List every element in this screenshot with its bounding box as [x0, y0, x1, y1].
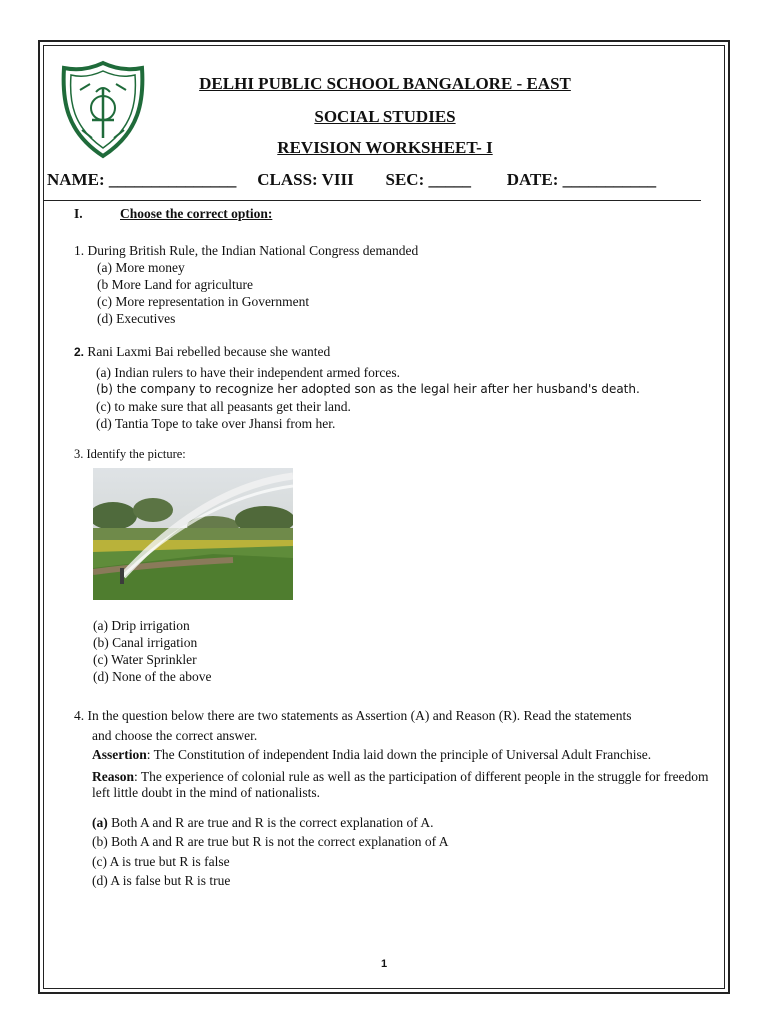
option: (c) More representation in Government	[97, 294, 310, 309]
question-4	[74, 706, 718, 891]
question-text: 1. During British Rule, the Indian National Congress demanded	[74, 243, 419, 258]
date-field: DATE: ___________	[506, 170, 657, 189]
option: (a) Drip irrigation	[93, 618, 190, 633]
section-number: I.	[74, 206, 83, 221]
question-text-line2: and choose the correct answer.	[92, 727, 258, 743]
option-a-prefix: (a)	[92, 814, 108, 830]
assertion-label: Assertion	[92, 747, 147, 762]
option: (d) Executives	[97, 311, 176, 326]
reason	[74, 769, 718, 801]
question-text-line1: 4. In the question below there are two statements as Assertion (A) and Reason (R). Read the statements	[74, 708, 632, 723]
question-2	[74, 343, 640, 432]
option	[74, 813, 718, 833]
option: (b) the company to recognize her adopted son as the legal heir after her husband's death.	[96, 382, 640, 396]
option: (b) Canal irrigation	[93, 635, 198, 650]
option: (a) Indian rulers to have their independent armed forces.	[96, 365, 400, 380]
option: (d) None of the above	[93, 669, 212, 684]
sec-field: SEC: _____	[385, 170, 471, 189]
school-logo	[60, 60, 146, 160]
reason-label: Reason	[92, 768, 135, 784]
class-field: CLASS: VIII	[257, 170, 354, 189]
question-3-text: 3. Identify the picture:	[74, 447, 186, 461]
question-number: 2.	[74, 345, 85, 359]
option: (b) Both A and R are true but R is not the correct explanation of A	[92, 834, 449, 849]
subject-title: SOCIAL STUDIES	[314, 107, 456, 126]
page-number: 1	[380, 958, 388, 970]
option: (c) to make sure that all peasants get their land.	[96, 399, 351, 414]
section-heading	[74, 206, 272, 222]
worksheet-title: REVISION WORKSHEET- I	[277, 138, 493, 157]
question-stem: Rani Laxmi Bai rebelled because she wanted	[87, 344, 331, 359]
question-text	[74, 343, 640, 361]
question-3-options	[93, 617, 211, 685]
question-1	[74, 242, 418, 327]
option: (d) A is false but R is true	[92, 873, 231, 888]
option: (c) Water Sprinkler	[93, 652, 197, 667]
student-info-row	[47, 170, 707, 190]
section-title: Choose the correct option:	[120, 206, 273, 221]
header-rule	[43, 200, 701, 201]
option: (c) A is true but R is false	[92, 853, 230, 869]
option: (a) More money	[97, 260, 185, 275]
reason-text: : The experience of colonial rule as well as the participation of different people in the struggle for freedom left little doubt in the mind of nationalists.	[92, 768, 709, 800]
school-name: DELHI PUBLIC SCHOOL BANGALORE - EAST	[199, 74, 571, 93]
sprinkler-photo	[93, 468, 293, 600]
option: (d) Tantia Tope to take over Jhansi from her.	[96, 416, 336, 431]
assertion	[74, 745, 718, 765]
assertion-text: : The Constitution of independent India laid down the principle of Universal Adult Franchise.	[146, 747, 652, 762]
option-a-text: Both A and R are true and R is the correct explanation of A.	[107, 814, 434, 830]
name-field: NAME: _______________	[47, 170, 237, 189]
option: (b More Land for agriculture	[97, 277, 253, 292]
